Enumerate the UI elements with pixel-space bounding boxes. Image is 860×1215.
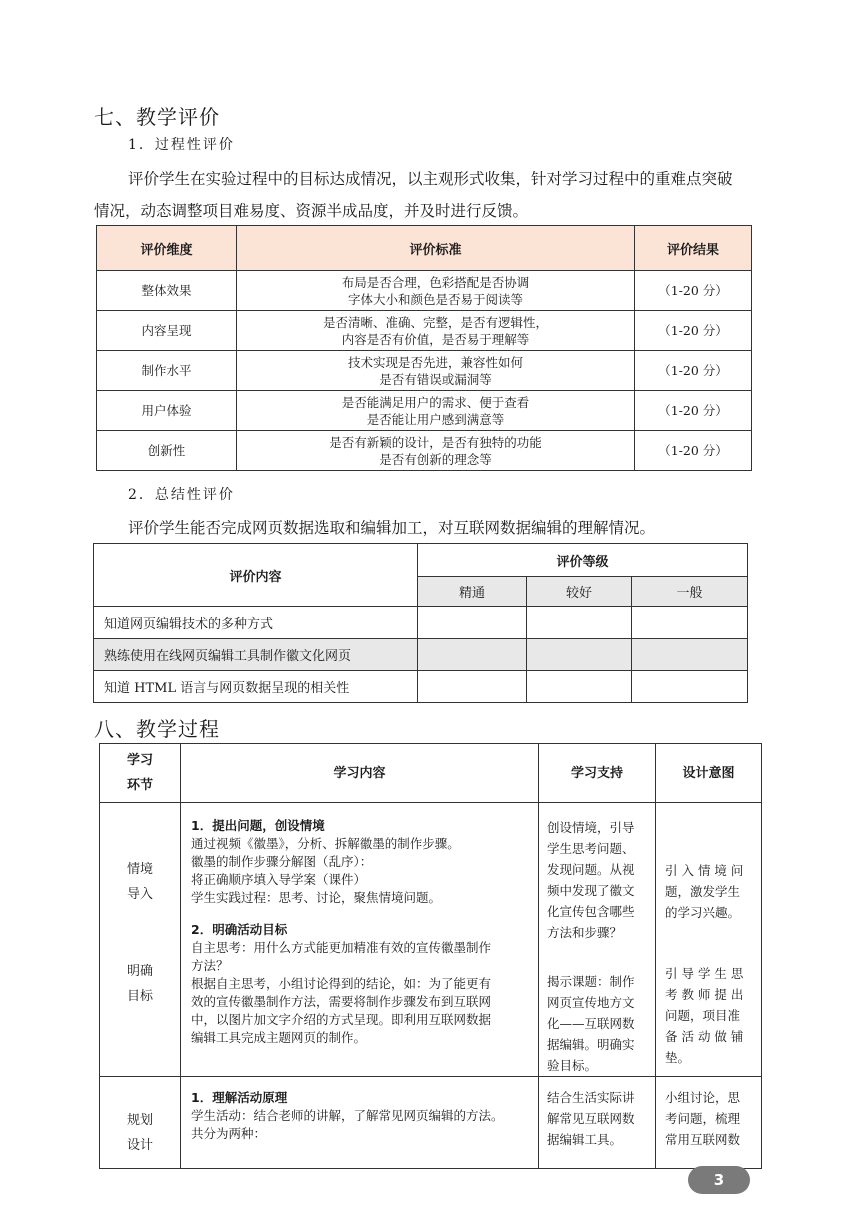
- grade-cell[interactable]: [632, 639, 748, 671]
- stage-label: 明确: [126, 964, 153, 979]
- header-stage: [100, 744, 181, 803]
- intent-line: 备 活 动 做 铺: [665, 1029, 744, 1044]
- standard-line: 是否能让用户感到满意等: [366, 411, 505, 427]
- intent-cell: [656, 803, 762, 1077]
- intent-line: 常用互联网数: [665, 1132, 741, 1147]
- grade-good: 较好: [527, 577, 632, 607]
- header-intent: 设计意图: [656, 744, 762, 803]
- header-support: 学习支持: [539, 744, 656, 803]
- grade-average: 一般: [632, 577, 748, 607]
- content-line: 徽墨的制作步骤分解图（乱序）：: [191, 854, 373, 869]
- table-row: [97, 351, 752, 391]
- table-header-row: [97, 226, 752, 271]
- standard-line: 是否有新颖的设计，是否有独特的功能: [329, 434, 542, 450]
- header-content: 评价内容: [94, 544, 418, 607]
- content-heading: 1．提出问题，创设情境: [191, 818, 325, 833]
- stage-label: 规划: [126, 1113, 153, 1128]
- table-row: [97, 311, 752, 351]
- support-line: 化宣传包含哪些: [547, 904, 635, 919]
- content-line: 方法？: [191, 958, 229, 973]
- support-cell: [539, 803, 656, 1077]
- intent-line: 考 教 师 提 出: [665, 987, 744, 1002]
- table-header-row: [100, 744, 762, 803]
- eval-content-cell: 知道网页编辑技术的多种方式: [94, 607, 418, 639]
- eval-content-cell: 知道 HTML 语言与网页数据呈现的相关性: [94, 671, 418, 703]
- stage-cell: [100, 803, 181, 1077]
- grade-cell[interactable]: [632, 607, 748, 639]
- paragraph-line: 评价学生能否完成网页数据选取和编辑加工，对互联网数据编辑的理解情况。: [128, 519, 656, 537]
- process-eval-table: [96, 225, 752, 471]
- grade-cell[interactable]: [632, 671, 748, 703]
- summary-eval-table: [93, 543, 748, 703]
- eval-content-cell: 熟练使用在线网页编辑工具制作徽文化网页: [94, 639, 418, 671]
- header-standard: 评价标准: [237, 226, 635, 271]
- support-line: 频中发现了徽文: [547, 883, 635, 898]
- result-cell: （1-20 分）: [635, 311, 752, 351]
- support-line: 网页宣传地方文: [547, 995, 635, 1010]
- grade-cell[interactable]: [527, 671, 632, 703]
- intent-line: 的学习兴趣。: [665, 905, 741, 920]
- content-cell: [181, 1077, 539, 1169]
- support-line: 解常见互联网数: [547, 1111, 635, 1126]
- table-row: [97, 391, 752, 431]
- intent-line: 题，激发学生: [665, 884, 741, 899]
- content-line: 根据自主思考，小组讨论得到的结论，如：为了能更有: [191, 976, 492, 991]
- intent-line: 考问题，梳理: [665, 1111, 741, 1126]
- support-line: 揭示课题：制作: [547, 974, 635, 989]
- result-cell: （1-20 分）: [635, 391, 752, 431]
- grade-cell[interactable]: [418, 607, 527, 639]
- grade-cell[interactable]: [527, 607, 632, 639]
- table-row: [97, 271, 752, 311]
- table-row: [94, 607, 748, 639]
- content-line: 编辑工具完成主题网页的制作。: [191, 1030, 367, 1045]
- header-stage-line: 环节: [126, 778, 153, 793]
- standard-cell: [237, 311, 635, 351]
- content-line: 效的宣传徽墨制作方法，需要将制作步骤发布到互联网: [191, 994, 492, 1009]
- result-cell: （1-20 分）: [635, 351, 752, 391]
- intent-line: 垫。: [665, 1050, 691, 1065]
- standard-cell: [237, 271, 635, 311]
- stage-label: 设计: [126, 1138, 153, 1153]
- header-result: 评价结果: [635, 226, 752, 271]
- paragraph-line: 评价学生在实验过程中的目标达成情况，以主观形式收集，针对学习过程中的重难点突破: [128, 170, 733, 188]
- support-line: 据编辑。明确实: [547, 1037, 635, 1052]
- support-line: 验目标。: [547, 1058, 598, 1073]
- table-row: [100, 803, 762, 1077]
- header-dimension: 评价维度: [97, 226, 237, 271]
- dimension-cell: 用户体验: [97, 391, 237, 431]
- standard-cell: [237, 351, 635, 391]
- dimension-cell: 整体效果: [97, 271, 237, 311]
- grade-cell[interactable]: [418, 671, 527, 703]
- stage-cell: [100, 1077, 181, 1169]
- grade-cell[interactable]: [527, 639, 632, 671]
- standard-cell: [237, 431, 635, 471]
- grade-excellent: 精通: [418, 577, 527, 607]
- standard-line: 内容是否有价值，是否易于理解等: [341, 331, 530, 347]
- intent-line: 引 导 学 生 思: [665, 966, 744, 981]
- section8-title: 八、教学过程: [94, 717, 220, 741]
- standard-line: 字体大小和颜色是否易于阅读等: [347, 291, 523, 307]
- content-cell: [181, 803, 539, 1077]
- table-row: [94, 671, 748, 703]
- intent-line: 小组讨论，思: [665, 1090, 741, 1105]
- standard-line: 是否有创新的理念等: [379, 451, 492, 467]
- standard-line: 是否清晰、准确、完整，是否有逻辑性，: [322, 314, 548, 330]
- content-line: 自主思考：用什么方式能更加精准有效的宣传徽墨制作: [191, 940, 492, 955]
- support-line: 方法和步骤？: [547, 925, 623, 940]
- subsection-summary-eval: 2．总结性评价: [128, 487, 235, 503]
- table-row: [97, 431, 752, 471]
- support-line: 结合生活实际讲: [547, 1090, 635, 1105]
- standard-line: 技术实现是否先进，兼容性如何: [347, 354, 523, 370]
- table-row: [94, 639, 748, 671]
- header-grade: 评价等级: [418, 544, 748, 577]
- support-line: 学生思考问题、: [547, 841, 635, 856]
- header-stage-line: 学习: [126, 753, 153, 768]
- table-row: [100, 1077, 762, 1169]
- stage-label: 目标: [126, 989, 153, 1004]
- page-number-badge: 3: [688, 1166, 750, 1194]
- support-line: 化——互联网数: [547, 1016, 635, 1031]
- result-cell: （1-20 分）: [635, 271, 752, 311]
- support-line: 创设情境，引导: [547, 820, 635, 835]
- stage-label: 导入: [126, 887, 153, 902]
- result-cell: （1-20 分）: [635, 431, 752, 471]
- intent-cell: [656, 1077, 762, 1169]
- content-line: 通过视频《徽墨》，分析、拆解徽墨的制作步骤。: [191, 836, 460, 851]
- standard-line: 是否有错误或漏洞等: [379, 371, 492, 387]
- dimension-cell: 制作水平: [97, 351, 237, 391]
- standard-line: 是否能满足用户的需求、便于查看: [341, 394, 530, 410]
- intent-line: 问题，项目准: [665, 1008, 741, 1023]
- support-line: 发现问题。从视: [547, 862, 635, 877]
- content-line: 中，以图片加文字介绍的方式呈现。即利用互联网数据: [191, 1012, 492, 1027]
- standard-cell: [237, 391, 635, 431]
- paragraph-line: 情况，动态调整项目难易度、资源半成品度，并及时进行反馈。: [94, 202, 529, 220]
- subsection-process-eval: 1．过程性评价: [128, 137, 235, 153]
- teaching-process-table: [99, 743, 762, 1169]
- content-line: 将正确顺序填入导学案（课件）: [191, 872, 367, 887]
- grade-cell[interactable]: [418, 639, 527, 671]
- content-line: 学生实践过程：思考、讨论，聚焦情境问题。: [191, 890, 442, 905]
- dimension-cell: 创新性: [97, 431, 237, 471]
- header-content: 学习内容: [181, 744, 539, 803]
- dimension-cell: 内容呈现: [97, 311, 237, 351]
- section7-title: 七、教学评价: [94, 105, 220, 129]
- intent-line: 引 入 情 境 问: [665, 863, 744, 878]
- stage-label: 情境: [126, 862, 153, 877]
- content-heading: 1．理解活动原理: [191, 1090, 288, 1105]
- standard-line: 布局是否合理，色彩搭配是否协调: [341, 274, 530, 290]
- support-line: 据编辑工具。: [547, 1132, 623, 1147]
- content-line: 学生活动：结合老师的讲解，了解常见网页编辑的方法。: [191, 1108, 504, 1123]
- content-line: 共分为两种：: [191, 1126, 267, 1141]
- content-heading: 2．明确活动目标: [191, 922, 288, 937]
- support-cell: [539, 1077, 656, 1169]
